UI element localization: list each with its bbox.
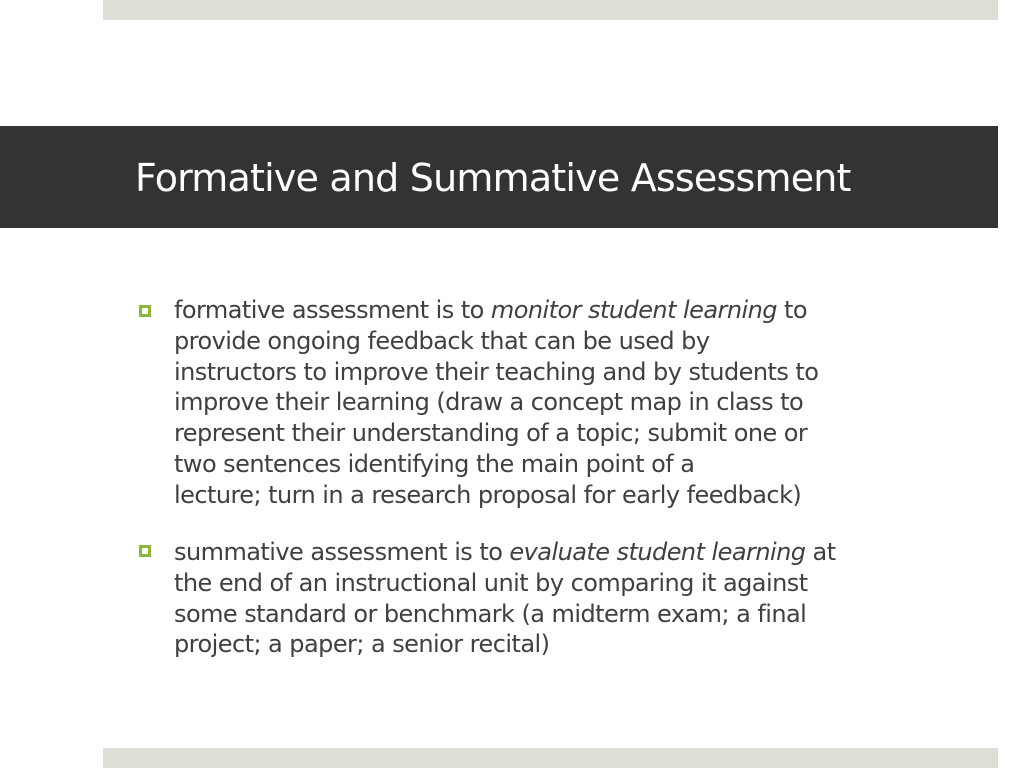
bullet-line: some standard or benchmark (a midterm exam; a final <box>174 599 807 628</box>
bullet-line: improve their learning (draw a concept map in class to <box>174 388 804 417</box>
bullet-line: two sentences identifying the main point of a <box>174 449 695 478</box>
bullet-line: provide ongoing feedback that can be used by <box>174 326 710 355</box>
bullet-line: instructors to improve their teaching and by students to <box>174 357 819 386</box>
bullet-line: represent their understanding of a topic; submit one or <box>174 419 808 448</box>
line-text: summative assessment is to <box>174 538 510 566</box>
emphasis-text: evaluate student learning <box>509 538 806 566</box>
emphasis-text: monitor student learning <box>490 296 777 324</box>
bullet-text-summative <box>174 537 964 660</box>
bullet-square-icon <box>139 545 151 557</box>
line-text: formative assessment is to <box>174 296 491 324</box>
bullet-text-formative <box>174 295 964 511</box>
bullet-line <box>174 537 964 568</box>
line-text: at <box>805 538 836 566</box>
bullet-square-icon <box>139 305 151 317</box>
slide-title: Formative and Summative Assessment <box>135 156 851 200</box>
bottom-accent-bar <box>103 748 998 768</box>
bullet-line: project; a paper; a senior recital) <box>174 630 550 659</box>
bullet-line <box>174 295 964 326</box>
line-text: to <box>776 296 808 324</box>
bullet-line: the end of an instructional unit by comparing it against <box>174 568 808 597</box>
bullet-line: lecture; turn in a research proposal for early feedback) <box>174 480 802 509</box>
